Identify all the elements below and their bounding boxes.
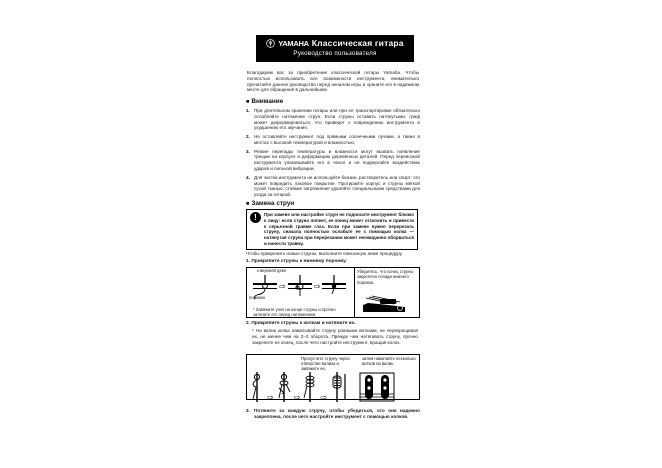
manual-subtitle: Руководство пользователя: [293, 49, 377, 57]
item-number: 1.: [246, 108, 250, 113]
brand-wordmark: YAMAHA: [278, 38, 309, 48]
peg-label-left: Пропустите струну через отверстие валика и завяжите ее,: [301, 356, 350, 372]
peg-label-right: затем намотайте несколько витков на валик.: [362, 356, 416, 367]
step-2-note: * На валик колка наматывайте струну ровными витками, не перекрещивая их, не менее чем на 2–3 оборота. Прежде чем натягивать струну, прочно закрепите ее конец, после чего настройте инструмент, вращая колок.: [252, 328, 418, 345]
arrow-right-icon: ⇨: [279, 281, 286, 291]
bridge-figure-left: [247, 268, 354, 317]
headstock-illustration: [359, 372, 395, 402]
header-title-row: [256, 35, 414, 48]
warning-text: При замене или настройке струн не подносите инструмент близко к лицу: если струна лопнет, ее конец может отскочить и привести к серьезной травме глаз. Если при замене нужно перерезать струну, сначала полностью ослабьте ее с помощью колка — натянутая струна при перерезании может неожиданно оборваться и нанести травму.: [264, 212, 414, 246]
attention-item-2: [246, 134, 420, 146]
bridge-knot-diagram-2: [288, 275, 312, 299]
step-3-text: Потяните за каждую струну, чтобы убедиться, что она надежно закреплена, после чего настройте инструмент с помощью колков.: [254, 408, 420, 419]
item-number: 3.: [246, 148, 250, 154]
warning-icon: !: [250, 212, 261, 223]
bridge-figure: [246, 267, 420, 318]
bridge-diagram-row: [253, 275, 352, 299]
square-bullet-icon: ■: [246, 200, 250, 207]
step-1: 1. Прикрепите струны к нижнему порожку.: [246, 258, 347, 264]
bridge-label-bottom: порожек: [249, 295, 266, 300]
attention-item-3: [246, 149, 420, 172]
attention-item-1: [246, 108, 420, 131]
warning-box: [246, 209, 418, 250]
square-bullet-icon: ■: [246, 98, 250, 105]
peg-figure-labels: [301, 356, 417, 371]
item-text: При длительном хранении гитары или при ее транспортировке обязательно ослабляйте натяжение струн. Если струны оставить натянутыми, гриф может деформироваться, что приведет к повреждению инструмента и ухудшению его звучания.: [254, 108, 420, 131]
yamaha-logo-icon: [266, 39, 275, 48]
procedure-intro: Чтобы прикрепить новые струны, выполните описанную ниже процедуру.: [246, 251, 403, 256]
attention-item-4: [246, 175, 420, 198]
bridge-side-view-illustration: [360, 295, 408, 315]
arrow-right-icon: ⇨: [320, 393, 328, 403]
step-2: 2. Прикрепите струны к колкам и натяните их.: [246, 321, 356, 326]
peg-wind-diagram-4: [329, 372, 351, 402]
bridge-knot-diagram-3: [322, 275, 346, 299]
attention-list: [246, 108, 420, 201]
manual-title: Классическая гитара: [311, 38, 404, 48]
arrow-right-icon: ⇨: [293, 393, 301, 403]
item-number: 2.: [246, 134, 250, 140]
peg-figure: [246, 354, 420, 403]
item-number: 3.: [246, 408, 250, 413]
peg-wind-diagram-1: [249, 372, 265, 402]
bridge-label-top: к верхней деке: [257, 268, 287, 273]
item-text: Резкие перепады температуры и влажности могут вызвать появление трещин на корпусе и деформацию деревянных деталей. Перед перевозкой инструмента упаковывайте его в чехол и не подвергайте воздействию ударов и сильной вибрации.: [254, 148, 420, 172]
peg-wind-diagram-2: [276, 372, 292, 402]
bridge-figure-right-panel: [354, 268, 419, 317]
intro-paragraph: Благодарим вас за приобретение классической гитары Yamaha. Чтобы полностью использовать все возможности инструмента, внимательно прочитайте данное руководство перед началом игры и храните его в надежном месте для обращения в дальнейшем.: [247, 70, 419, 93]
arrow-right-icon: ⇨: [313, 281, 321, 291]
peg-wind-diagram-3: [302, 372, 318, 402]
item-text: Не оставляйте инструмент под прямыми солнечными лучами, а также в местах с высокой температурой и влажностью.: [254, 134, 420, 145]
step-3: [246, 408, 420, 420]
item-text: Для чистки инструмента не используйте бензин, растворитель или спирт: это может повредить лаковое покрытие. Протирайте корпус и струны мягкой сухой тканью; стойкие загрязнения удаляйте специальными средствами для ухода за гитарой.: [254, 174, 420, 198]
peg-diagram-row: [249, 372, 417, 402]
strings-heading: [246, 200, 294, 207]
attention-heading-label: Внимание: [251, 98, 284, 105]
strings-heading-label: Замена струн: [251, 200, 295, 207]
attention-heading: [246, 98, 283, 105]
item-number: 4.: [246, 174, 250, 180]
arrow-right-icon: ⇨: [267, 393, 274, 403]
bridge-figure-note: * Завяжите узел на конце струны и прочно затяните его перед натяжением.: [253, 307, 336, 318]
header-banner: [256, 35, 414, 62]
bridge-right-note: Убедитесь, что конец струны закреплен позади нижнего порожка.: [357, 269, 414, 285]
